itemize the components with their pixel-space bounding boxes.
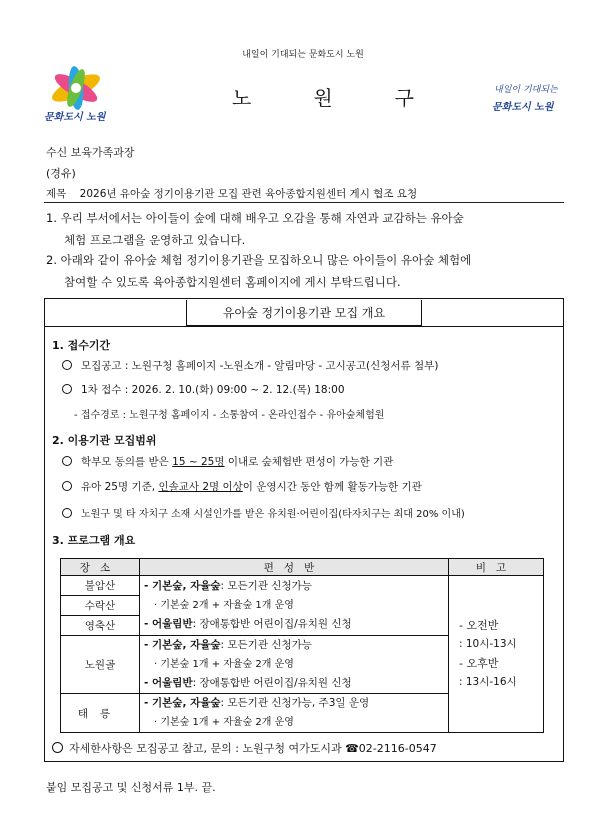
header-note: 비고 bbox=[449, 559, 544, 576]
circle-bullet-icon bbox=[62, 384, 72, 394]
org-name: 노원구 bbox=[232, 86, 476, 110]
recipient: 수신 보육가족과장 bbox=[46, 146, 135, 159]
program-table bbox=[60, 558, 544, 733]
header-place: 장소 bbox=[61, 559, 140, 576]
table-header-row bbox=[61, 559, 544, 576]
divider bbox=[44, 202, 564, 203]
section-1-item-2: 1차 접수 : 2026. 2. 10.(화) 09:00 ~ 2. 12.(목) 18:00 bbox=[62, 382, 345, 397]
class-cell-group-2: - 기본숲, 자율숲: 모든기관 신청가능 · 기본숲 1개 + 자율숲 2개 운영 - 어울림반: 장애통합반 어린이집/유치원 신청 bbox=[140, 636, 449, 694]
circle-bullet-icon bbox=[52, 742, 63, 753]
header-class: 편성반 bbox=[140, 559, 449, 576]
circle-bullet-icon bbox=[62, 360, 72, 370]
section-1-item-3: - 접수경로 : 노원구청 홈페이지 - 소통참여 - 온라인접수 - 유아숲체험원 bbox=[74, 410, 385, 421]
logo-right-text: 문화도시 노원 bbox=[492, 102, 554, 113]
section-3-heading: 3. 프로그램 개요 bbox=[52, 534, 136, 547]
place-cell: 수락산 bbox=[61, 596, 140, 616]
place-cell: 노원골 bbox=[61, 636, 140, 694]
via: (경유) bbox=[46, 167, 76, 180]
slogan: 내일이 기대되는 문화도시 노원 bbox=[242, 50, 364, 60]
logo-left-text: 문화도시 노원 bbox=[44, 112, 106, 123]
circle-bullet-icon bbox=[62, 508, 72, 518]
paragraph-1-line-2: 체험 프로그램을 운영하고 있습니다. bbox=[64, 233, 246, 247]
section-2-item-1: 학부모 동의를 받은 15 ~ 25명 이내로 숲체험반 편성이 가능한 기관 bbox=[62, 454, 393, 469]
subject-label: 제목 bbox=[46, 188, 67, 200]
contact-note: 자세한사항은 모집공고 참고, 문의 : 노원구청 여가도시과 ☎02-2116-0547 bbox=[52, 740, 437, 756]
box-title: 유아숲 정기이용기관 모집 개요 bbox=[186, 300, 422, 326]
circle-bullet-icon bbox=[62, 456, 72, 466]
paragraph-2-line-1: 2. 아래와 같이 유아숲 체험 정기이용기관을 모집하오니 많은 아이들이 유아숲 체험에 bbox=[46, 253, 472, 267]
paragraph-2-line-2: 참여할 수 있도록 육아종합지원센터 홈페이지에 게시 부탁드립니다. bbox=[64, 275, 401, 289]
box-title-divider bbox=[44, 326, 564, 327]
note-cell: - 오전반 : 10시-13시 - 오후반 : 13시-16시 bbox=[449, 576, 544, 733]
logo-right-slogan: 내일이 기대되는 bbox=[494, 85, 558, 95]
place-cell: 태릉 bbox=[61, 694, 140, 733]
section-2-heading: 2. 이용기관 모집범위 bbox=[52, 434, 157, 447]
section-1-item-1: 모집공고 : 노원구청 홈페이지 -노원소개 - 알림마당 - 고시공고(신청서류 첨부) bbox=[62, 358, 438, 373]
class-cell-group-3: - 기본숲, 자율숲: 모든기관 신청가능, 주3일 운영 · 기본숲 1개 + 자율숲 2개 운영 bbox=[140, 694, 449, 733]
subject: 2026년 유아숲 정기이용기관 모집 관련 육아종합지원센터 게시 협조 요청 bbox=[79, 188, 418, 200]
place-cell: 불암산 bbox=[61, 576, 140, 596]
circle-bullet-icon bbox=[62, 481, 72, 491]
place-cell: 영축산 bbox=[61, 616, 140, 636]
section-2-item-3: 노원구 및 타 자치구 소재 시설인가를 받은 유치원·어린이집(타자치구는 최대 20% 이내) bbox=[62, 505, 465, 520]
subject-line bbox=[46, 186, 417, 201]
attachment-line: 붙임 모집공고 및 신청서류 1부. 끝. bbox=[46, 781, 216, 794]
section-1-heading: 1. 접수기간 bbox=[52, 339, 111, 352]
paragraph-1-line-1: 1. 우리 부서에서는 아이들이 숲에 대해 배우고 오감을 통해 자연과 교감하는 유아숲 bbox=[46, 211, 464, 225]
table-row bbox=[61, 576, 544, 596]
section-2-item-2: 유아 25명 기준, 인솔교사 2명 이상이 운영시간 동안 함께 활동가능한 기관 bbox=[62, 479, 422, 494]
class-cell-group-1: - 기본숲, 자율숲: 모든기관 신청가능 · 기본숲 2개 + 자율숲 1개 운영 - 어울림반: 장애통합반 어린이집/유치원 신청 bbox=[140, 576, 449, 636]
